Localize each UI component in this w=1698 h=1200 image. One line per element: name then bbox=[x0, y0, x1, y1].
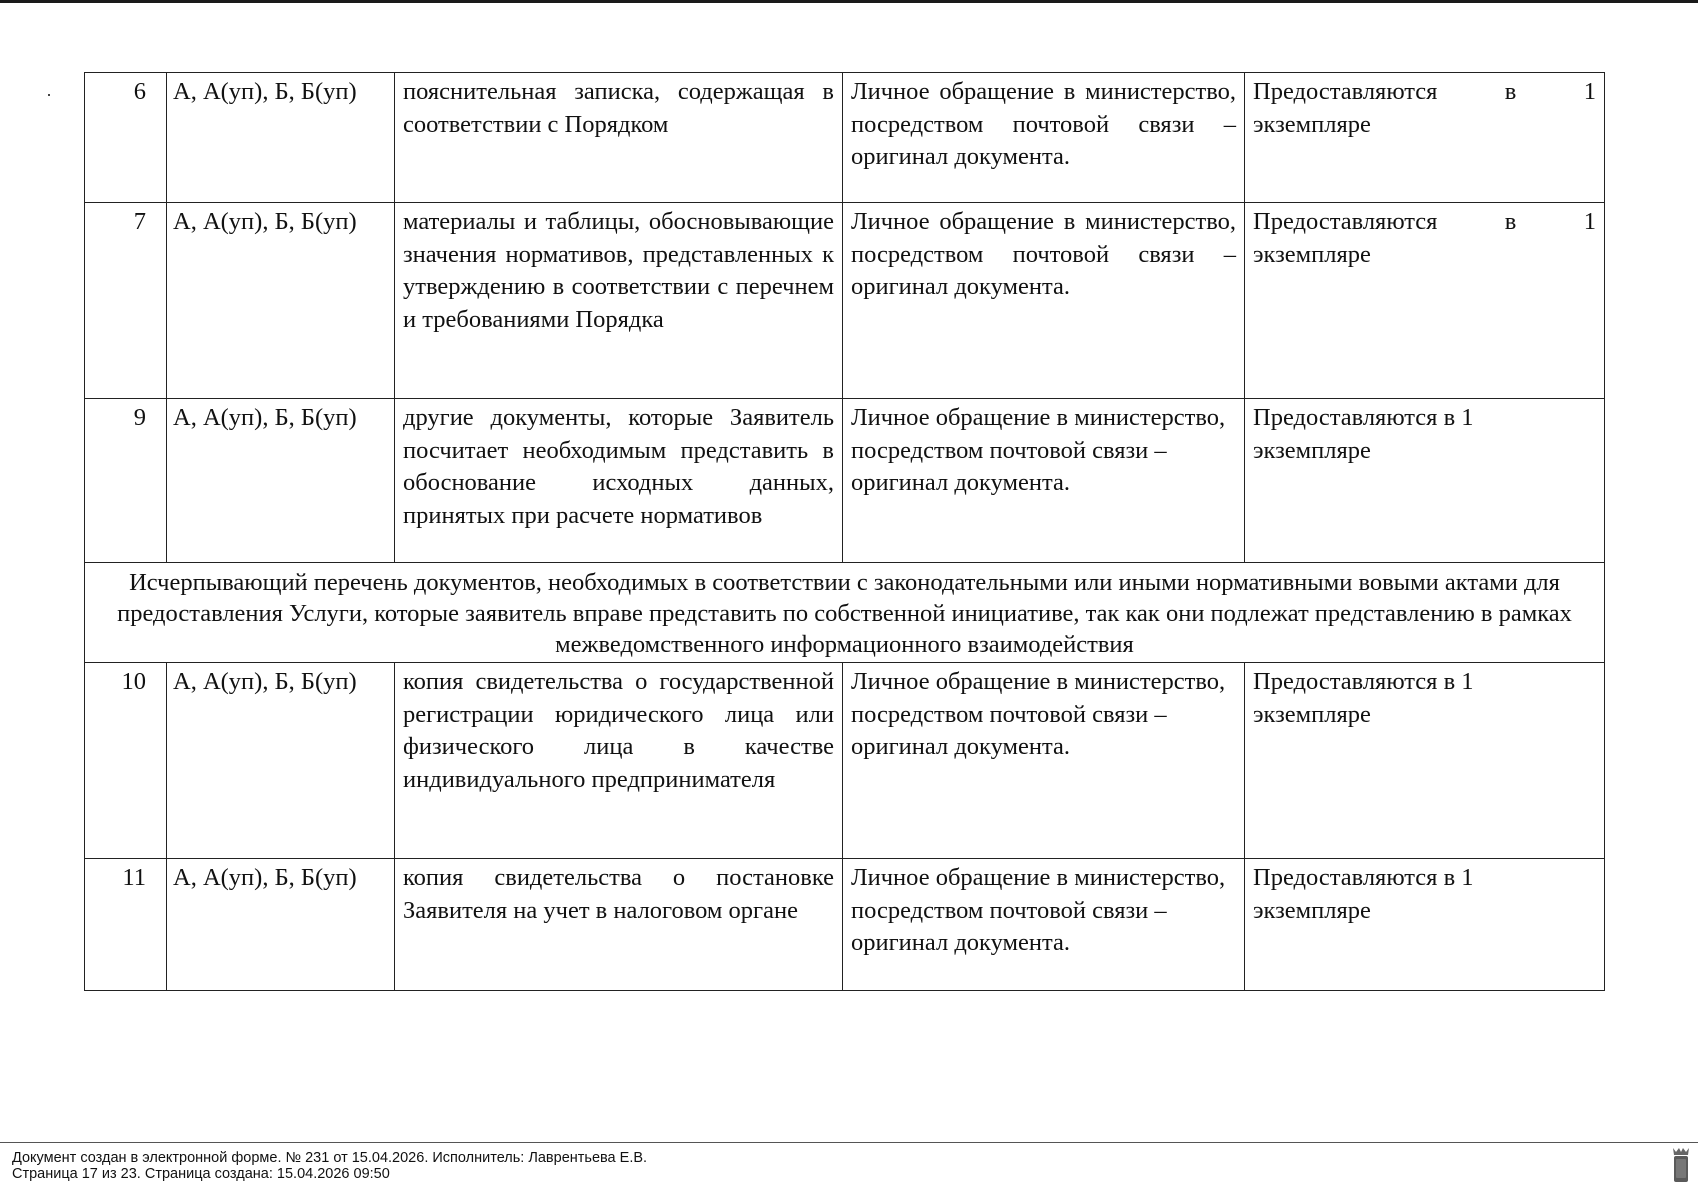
submission-method: Личное обращение в министерство, посредством почтовой связи – оригинал документа. bbox=[843, 73, 1245, 203]
copies-count: Предоставляются в 1 экземпляре bbox=[1245, 73, 1605, 203]
row-number: 11 bbox=[85, 859, 167, 991]
footer-page-info: Страница 17 из 23. Страница создана: 15.04.2026 09:50 bbox=[12, 1166, 390, 1182]
table-row bbox=[85, 663, 1605, 859]
copies-count: Предоставляются в 1 экземпляре bbox=[1245, 399, 1605, 563]
submission-method: Личное обращение в министерство, посредством почтовой связи – оригинал документа. bbox=[843, 399, 1245, 563]
table-row bbox=[85, 203, 1605, 399]
document-footer bbox=[12, 1150, 647, 1182]
applicant-category: А, А(уп), Б, Б(уп) bbox=[167, 399, 395, 563]
document-name: материалы и таблицы, обосновывающие значения нормативов, представленных к утверждению в соответствии с перечнем и требованиями Порядка bbox=[395, 203, 843, 399]
row-number: 9 bbox=[85, 399, 167, 563]
applicant-category: А, А(уп), Б, Б(уп) bbox=[167, 73, 395, 203]
document-name: копия свидетельства о государственной регистрации юридического лица или физического лица в качестве индивидуального предпринимателя bbox=[395, 663, 843, 859]
document-name: копия свидетельства о постановке Заявителя на учет в налоговом органе bbox=[395, 859, 843, 991]
submission-method: Личное обращение в министерство, посредством почтовой связи – оригинал документа. bbox=[843, 663, 1245, 859]
submission-method: Личное обращение в министерство, посредством почтовой связи – оригинал документа. bbox=[843, 859, 1245, 991]
documents-table bbox=[84, 72, 1605, 991]
table-row bbox=[85, 859, 1605, 991]
row-number: 6 bbox=[85, 73, 167, 203]
page-top-border bbox=[0, 0, 1698, 3]
applicant-category: А, А(уп), Б, Б(уп) bbox=[167, 203, 395, 399]
table-row bbox=[85, 73, 1605, 203]
section-heading: Исчерпывающий перечень документов, необходимых в соответствии с законодательными или иными нормативными вовыми актами для предоставления Услуги, которые заявитель вправе представить по собственной инициативе, так как они подлежат представлению в рамках межведомственного информационного взаимодействия bbox=[85, 563, 1605, 663]
footer-divider bbox=[0, 1142, 1698, 1143]
row-number: 7 bbox=[85, 203, 167, 399]
table-row bbox=[85, 399, 1605, 563]
footer-document-info: Документ создан в электронной форме. № 231 от 15.04.2026. Исполнитель: Лаврентьева Е.В. bbox=[12, 1150, 648, 1166]
document-name: другие документы, которые Заявитель посчитает необходимым представить в обоснование исходных данных, принятых при расчете нормативов bbox=[395, 399, 843, 563]
applicant-category: А, А(уп), Б, Б(уп) bbox=[167, 859, 395, 991]
copies-count: Предоставляются в 1 экземпляре bbox=[1245, 203, 1605, 399]
row-number: 10 bbox=[85, 663, 167, 859]
document-name: пояснительная записка, содержащая в соответствии с Порядком bbox=[395, 73, 843, 203]
copies-count: Предоставляются в 1 экземпляре bbox=[1245, 859, 1605, 991]
scan-artifact-dot bbox=[48, 94, 50, 96]
applicant-category: А, А(уп), Б, Б(уп) bbox=[167, 663, 395, 859]
submission-method: Личное обращение в министерство, посредством почтовой связи – оригинал документа. bbox=[843, 203, 1245, 399]
copies-count: Предоставляются в 1 экземпляре bbox=[1245, 663, 1605, 859]
section-heading-row bbox=[85, 563, 1605, 663]
coat-of-arms-icon bbox=[1670, 1146, 1692, 1186]
